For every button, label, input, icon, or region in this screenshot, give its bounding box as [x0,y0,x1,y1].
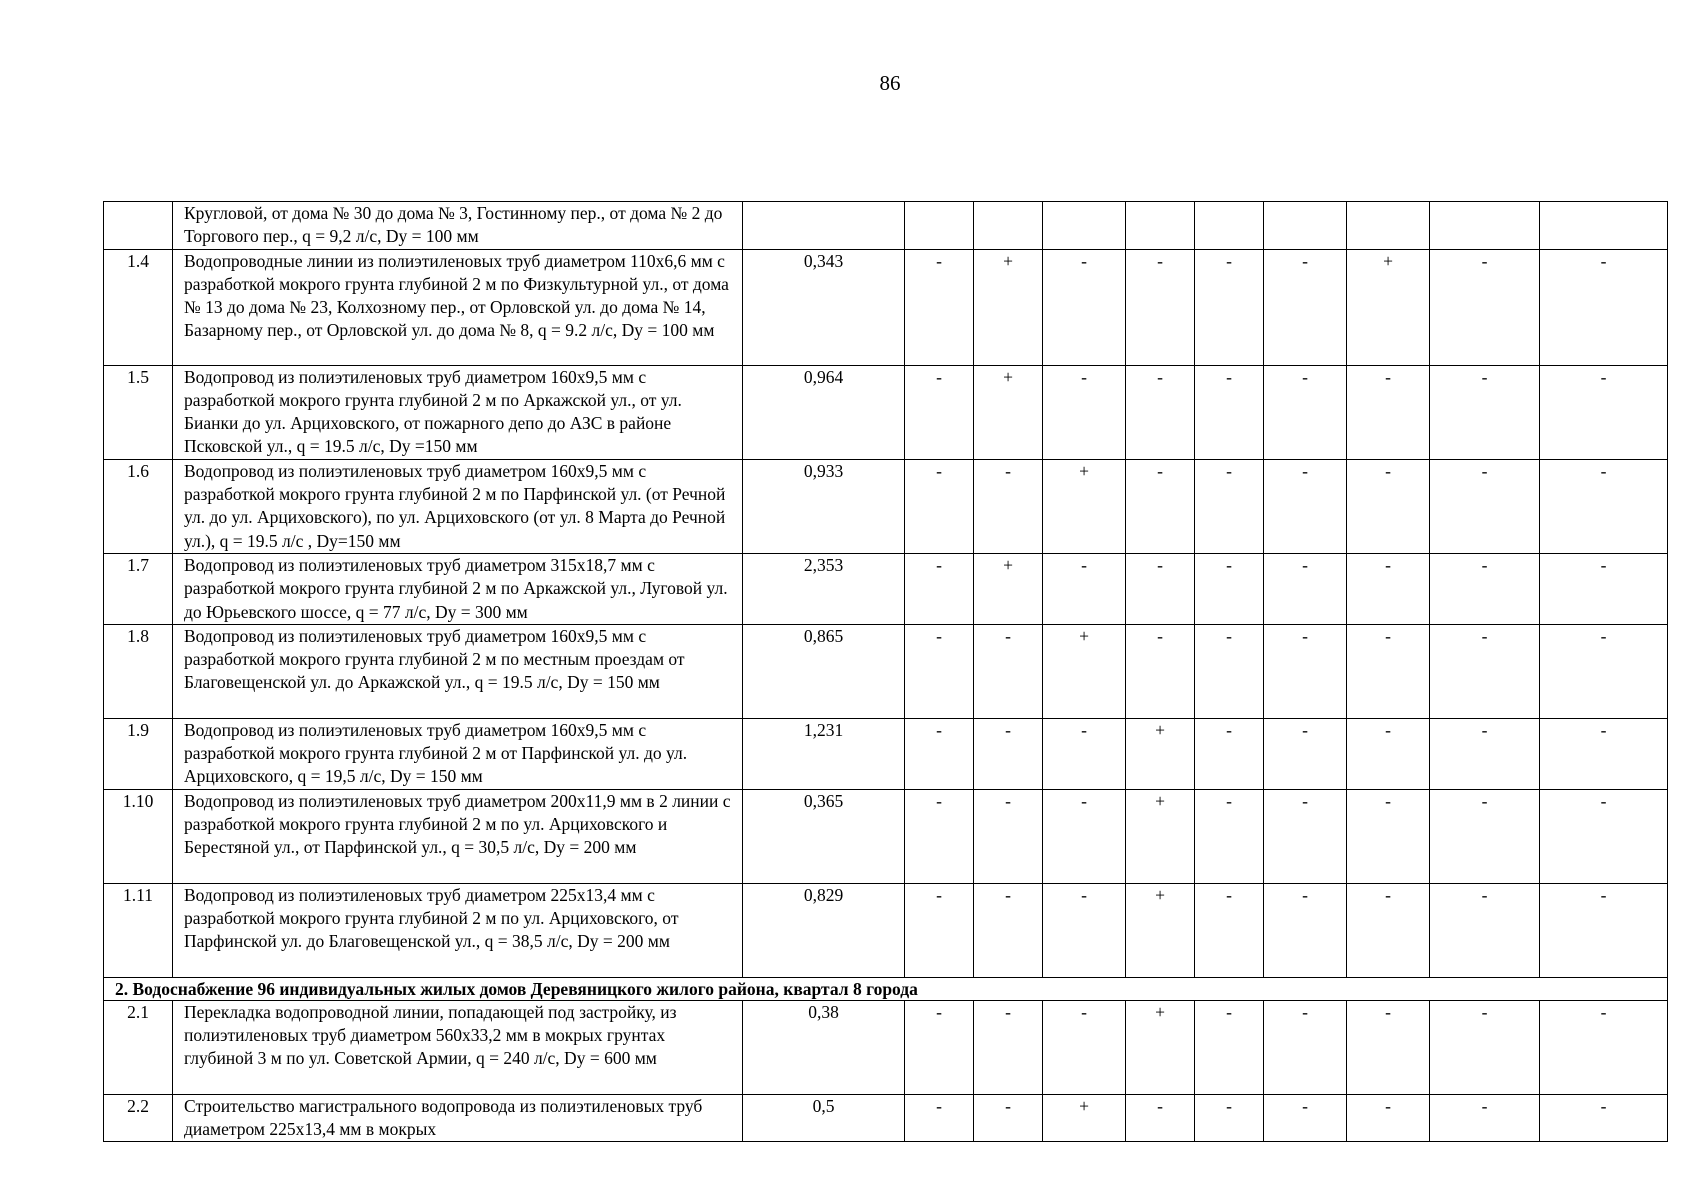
item-length-cell [743,202,905,250]
year-mark-cell: - [905,718,974,789]
year-mark-cell: - [1347,365,1430,459]
year-mark-cell: + [974,553,1043,624]
year-mark-cell: - [1347,624,1430,718]
year-mark-cell: - [1347,1000,1430,1094]
year-mark-cell: + [974,365,1043,459]
item-description-cell: Водопровод из полиэтиленовых труб диаметром 160х9,5 мм с разработкой мокрого грунта глубиной 2 м по Аркажской ул., от ул. Бианки до ул. Арциховского, от пожарного депо до АЗС в районе Псковской ул., q = 19.5 л/с, Dy =150 мм [173,365,743,459]
item-length-cell: 1,231 [743,718,905,789]
item-length-cell: 0,5 [743,1094,905,1142]
item-number-cell: 1.8 [104,624,173,718]
year-mark-cell: - [1195,624,1264,718]
table-row [104,718,1668,789]
year-mark-cell: + [1126,718,1195,789]
table-row [104,202,1668,250]
item-description-cell: Строительство магистрального водопровода из полиэтиленовых труб диаметром 225х13,4 мм в мокрых [173,1094,743,1142]
year-mark-cell: - [974,1000,1043,1094]
year-mark-cell: + [1126,883,1195,977]
year-mark-cell: - [1540,718,1668,789]
year-mark-cell: - [1264,249,1347,365]
year-mark-cell: + [1043,624,1126,718]
year-mark-cell: - [905,789,974,883]
year-mark-cell [905,202,974,250]
year-mark-cell: - [905,1094,974,1142]
item-description-cell: Водопровод из полиэтиленовых труб диаметром 225х13,4 мм с разработкой мокрого грунта глубиной 2 м по ул. Арциховского, от Парфинской ул. до Благовещенской ул., q = 38,5 л/с, Dy = 200 мм [173,883,743,977]
year-mark-cell: - [1430,718,1540,789]
year-mark-cell [1126,202,1195,250]
year-mark-cell: - [1430,553,1540,624]
table-row [104,249,1668,365]
item-number-cell: 1.9 [104,718,173,789]
year-mark-cell: - [1126,553,1195,624]
year-mark-cell: - [1430,883,1540,977]
year-mark-cell: - [974,789,1043,883]
year-mark-cell: - [1540,553,1668,624]
section-header-row [104,977,1668,1000]
year-mark-cell: - [1195,1000,1264,1094]
item-number-cell [104,202,173,250]
year-mark-cell: - [905,249,974,365]
year-mark-cell: - [1540,624,1668,718]
year-mark-cell: - [1126,624,1195,718]
item-length-cell: 0,865 [743,624,905,718]
year-mark-cell: - [1347,718,1430,789]
year-mark-cell: - [1540,789,1668,883]
item-description-cell: Водопровод из полиэтиленовых труб диаметром 160х9,5 мм с разработкой мокрого грунта глубиной 2 м от Парфинской ул. до ул. Арциховского, q = 19,5 л/с, Dy = 150 мм [173,718,743,789]
item-length-cell: 0,933 [743,459,905,553]
year-mark-cell: - [1347,883,1430,977]
year-mark-cell: - [1195,789,1264,883]
year-mark-cell: - [1430,789,1540,883]
year-mark-cell: - [1195,1094,1264,1142]
table-row [104,459,1668,553]
year-mark-cell [1347,202,1430,250]
year-mark-cell: - [1264,459,1347,553]
year-mark-cell: - [1430,249,1540,365]
item-length-cell: 2,353 [743,553,905,624]
year-mark-cell: - [1347,553,1430,624]
year-mark-cell: - [1540,1000,1668,1094]
year-mark-cell: - [1195,249,1264,365]
year-mark-cell: - [1264,553,1347,624]
year-mark-cell [1540,202,1668,250]
year-mark-cell: - [974,883,1043,977]
year-mark-cell: - [1043,789,1126,883]
year-mark-cell: + [1347,249,1430,365]
item-description-cell: Водопровод из полиэтиленовых труб диаметром 315х18,7 мм с разработкой мокрого грунта глубиной 2 м по Аркажской ул., Луговой ул. до Юрьевского шоссе, q = 77 л/с, Dy = 300 мм [173,553,743,624]
year-mark-cell: - [974,459,1043,553]
construction-plan-table [103,201,1668,1142]
year-mark-cell: - [905,459,974,553]
table-row [104,789,1668,883]
table-row [104,553,1668,624]
item-number-cell: 2.2 [104,1094,173,1142]
item-length-cell: 0,365 [743,789,905,883]
item-number-cell: 1.5 [104,365,173,459]
year-mark-cell: - [1264,718,1347,789]
year-mark-cell: - [974,1094,1043,1142]
item-length-cell: 0,964 [743,365,905,459]
year-mark-cell: - [1126,365,1195,459]
year-mark-cell: - [905,883,974,977]
year-mark-cell [1430,202,1540,250]
item-number-cell: 1.6 [104,459,173,553]
year-mark-cell: - [1195,718,1264,789]
year-mark-cell [1195,202,1264,250]
year-mark-cell: - [1043,249,1126,365]
year-mark-cell: - [1126,1094,1195,1142]
year-mark-cell: - [1043,365,1126,459]
year-mark-cell: - [1540,459,1668,553]
year-mark-cell: - [1043,553,1126,624]
year-mark-cell: - [1347,1094,1430,1142]
year-mark-cell: - [1264,1094,1347,1142]
item-length-cell: 0,343 [743,249,905,365]
year-mark-cell: - [1540,249,1668,365]
year-mark-cell: - [1430,365,1540,459]
year-mark-cell: + [1126,789,1195,883]
item-number-cell: 1.7 [104,553,173,624]
item-length-cell: 0,829 [743,883,905,977]
item-description-cell: Водопровод из полиэтиленовых труб диаметром 160х9,5 мм с разработкой мокрого грунта глубиной 2 м по Парфинской ул. (от Речной ул. до ул. Арциховского), по ул. Арциховского (от ул. 8 Марта до Речной ул.), q = 19.5 л/с , Dy=150 мм [173,459,743,553]
year-mark-cell: - [1430,624,1540,718]
item-number-cell: 2.1 [104,1000,173,1094]
table-row [104,883,1668,977]
year-mark-cell [1264,202,1347,250]
year-mark-cell: + [1043,1094,1126,1142]
year-mark-cell: - [1347,789,1430,883]
year-mark-cell: - [905,624,974,718]
year-mark-cell: - [1195,459,1264,553]
year-mark-cell: - [1540,883,1668,977]
year-mark-cell: - [1264,883,1347,977]
item-number-cell: 1.4 [104,249,173,365]
item-description-cell: Водопровод из полиэтиленовых труб диаметром 200х11,9 мм в 2 линии с разработкой мокрого грунта глубиной 2 м по ул. Арциховского и Берестяной ул., от Парфинской ул., q = 30,5 л/с, Dy = 200 мм [173,789,743,883]
year-mark-cell: - [1264,1000,1347,1094]
item-description-cell: Водопровод из полиэтиленовых труб диаметром 160х9,5 мм с разработкой мокрого грунта глубиной 2 м по местным проездам от Благовещенской ул. до Аркажской ул., q = 19.5 л/с, Dy = 150 мм [173,624,743,718]
year-mark-cell: - [905,365,974,459]
year-mark-cell: - [1264,624,1347,718]
year-mark-cell: - [1195,883,1264,977]
year-mark-cell: + [974,249,1043,365]
year-mark-cell: - [974,718,1043,789]
year-mark-cell: - [1264,365,1347,459]
year-mark-cell: - [1043,1000,1126,1094]
year-mark-cell: - [1347,459,1430,553]
year-mark-cell: - [1264,789,1347,883]
year-mark-cell: - [1195,553,1264,624]
item-description-cell: Кругловой, от дома № 30 до дома № 3, Гостинному пер., от дома № 2 до Торгового пер., q = 9,2 л/с, Dy = 100 мм [173,202,743,250]
year-mark-cell: + [1043,459,1126,553]
item-number-cell: 1.11 [104,883,173,977]
year-mark-cell: - [905,553,974,624]
year-mark-cell: - [1043,883,1126,977]
year-mark-cell: - [1430,1094,1540,1142]
table-row [104,624,1668,718]
table-row [104,365,1668,459]
year-mark-cell: + [1126,1000,1195,1094]
year-mark-cell: - [1126,459,1195,553]
year-mark-cell [974,202,1043,250]
table-row [104,1094,1668,1142]
year-mark-cell: - [1126,249,1195,365]
year-mark-cell: - [974,624,1043,718]
item-length-cell: 0,38 [743,1000,905,1094]
year-mark-cell: - [1430,1000,1540,1094]
year-mark-cell: - [1430,459,1540,553]
item-description-cell: Водопроводные линии из полиэтиленовых труб диаметром 110х6,6 мм с разработкой мокрого грунта глубиной 2 м по Физкультурной ул., от дома № 13 до дома № 23, Колхозному пер., от Орловской ул. до дома № 14, Базарному пер., от Орловской ул. до дома № 8, q = 9.2 л/с, Dy = 100 мм [173,249,743,365]
section-title: 2. Водоснабжение 96 индивидуальных жилых домов Деревяницкого жилого района, квартал 8 города [104,977,1668,1000]
year-mark-cell: - [1540,1094,1668,1142]
year-mark-cell: - [1195,365,1264,459]
year-mark-cell: - [1540,365,1668,459]
year-mark-cell: - [905,1000,974,1094]
table-body [104,202,1668,1142]
year-mark-cell [1043,202,1126,250]
page-number: 86 [879,71,901,95]
item-description-cell: Перекладка водопроводной линии, попадающей под застройку, из полиэтиленовых труб диаметром 560х33,2 мм в мокрых грунтах глубиной 3 м по ул. Советской Армии, q = 240 л/с, Dy = 600 мм [173,1000,743,1094]
year-mark-cell: - [1043,718,1126,789]
table-row [104,1000,1668,1094]
item-number-cell: 1.10 [104,789,173,883]
